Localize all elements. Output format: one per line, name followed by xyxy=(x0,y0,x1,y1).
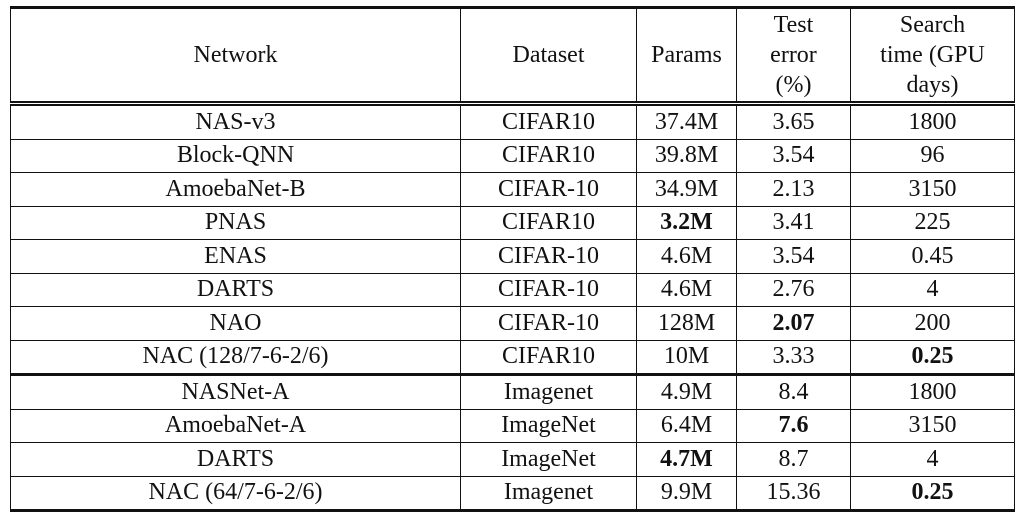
cell-search-time: 3150 xyxy=(851,173,1015,207)
cell-params: 34.9M xyxy=(637,173,737,207)
cell-network: DARTS xyxy=(11,273,461,307)
cell-dataset: CIFAR-10 xyxy=(461,240,637,274)
cell-search-time: 0.45 xyxy=(851,240,1015,274)
table-row xyxy=(11,139,1015,173)
cell-dataset: CIFAR10 xyxy=(461,206,637,240)
cell-params: 39.8M xyxy=(637,139,737,173)
header-search-time-line3: days) xyxy=(906,72,959,98)
cell-params: 10M xyxy=(637,340,737,375)
cell-test-error: 3.33 xyxy=(737,340,851,375)
cell-params: 128M xyxy=(637,307,737,341)
cell-network: NAO xyxy=(11,307,461,341)
cell-network: AmoebaNet-A xyxy=(11,409,461,443)
cell-params-best: 4.7M xyxy=(637,443,737,477)
cell-params: 4.9M xyxy=(637,375,737,410)
cell-dataset: CIFAR-10 xyxy=(461,307,637,341)
header-search-time xyxy=(851,8,1015,104)
cell-params: 4.6M xyxy=(637,273,737,307)
cell-network: Block-QNN xyxy=(11,139,461,173)
cell-network: PNAS xyxy=(11,206,461,240)
results-table xyxy=(10,6,1015,512)
cell-dataset: CIFAR10 xyxy=(461,139,637,173)
cell-params-best: 3.2M xyxy=(637,206,737,240)
header-search-time-line2: time (GPU xyxy=(880,42,985,68)
cell-test-error: 2.13 xyxy=(737,173,851,207)
cell-network: NAS-v3 xyxy=(11,104,461,140)
table-row xyxy=(11,340,1015,375)
cell-search-time: 4 xyxy=(851,273,1015,307)
cell-dataset: Imagenet xyxy=(461,476,637,511)
cell-test-error: 8.4 xyxy=(737,375,851,410)
cell-dataset: ImageNet xyxy=(461,409,637,443)
cell-test-error: 3.54 xyxy=(737,240,851,274)
cell-test-error: 3.41 xyxy=(737,206,851,240)
table-row xyxy=(11,409,1015,443)
cell-dataset: CIFAR-10 xyxy=(461,273,637,307)
header-row xyxy=(11,8,1015,104)
cell-test-error-best: 7.6 xyxy=(737,409,851,443)
cell-test-error: 8.7 xyxy=(737,443,851,477)
table-row xyxy=(11,173,1015,207)
cell-test-error: 3.54 xyxy=(737,139,851,173)
header-test-error-line1: Test xyxy=(773,12,814,38)
cell-network: NASNet-A xyxy=(11,375,461,410)
cell-search-time-best: 0.25 xyxy=(851,476,1015,511)
table-row xyxy=(11,240,1015,274)
cell-params: 6.4M xyxy=(637,409,737,443)
header-search-time-line1: Search xyxy=(899,12,966,38)
cell-search-time: 1800 xyxy=(851,104,1015,140)
cell-search-time-best: 0.25 xyxy=(851,340,1015,375)
cell-dataset: CIFAR10 xyxy=(461,104,637,140)
cell-search-time: 200 xyxy=(851,307,1015,341)
header-test-error-line3: (%) xyxy=(775,72,812,98)
cell-search-time: 3150 xyxy=(851,409,1015,443)
cell-network: AmoebaNet-B xyxy=(11,173,461,207)
cell-dataset: CIFAR10 xyxy=(461,340,637,375)
table-row xyxy=(11,273,1015,307)
table-header xyxy=(11,8,1015,104)
table-body xyxy=(11,104,1015,511)
table-row xyxy=(11,443,1015,477)
cell-dataset: ImageNet xyxy=(461,443,637,477)
cell-network: NAC (64/7-6-2/6) xyxy=(11,476,461,511)
cell-search-time: 225 xyxy=(851,206,1015,240)
cell-search-time: 1800 xyxy=(851,375,1015,410)
header-dataset: Dataset xyxy=(461,8,637,104)
header-params: Params xyxy=(637,8,737,104)
cell-test-error: 15.36 xyxy=(737,476,851,511)
cell-test-error-best: 2.07 xyxy=(737,307,851,341)
cell-network: ENAS xyxy=(11,240,461,274)
results-table-container xyxy=(10,6,1014,512)
header-test-error xyxy=(737,8,851,104)
cell-search-time: 4 xyxy=(851,443,1015,477)
cell-params: 9.9M xyxy=(637,476,737,511)
table-row xyxy=(11,476,1015,511)
cell-dataset: Imagenet xyxy=(461,375,637,410)
table-row xyxy=(11,307,1015,341)
cell-network: NAC (128/7-6-2/6) xyxy=(11,340,461,375)
table-row xyxy=(11,375,1015,410)
cell-params: 37.4M xyxy=(637,104,737,140)
header-test-error-line2: error xyxy=(770,42,817,68)
cell-network: DARTS xyxy=(11,443,461,477)
cell-params: 4.6M xyxy=(637,240,737,274)
table-row xyxy=(11,206,1015,240)
cell-test-error: 3.65 xyxy=(737,104,851,140)
cell-test-error: 2.76 xyxy=(737,273,851,307)
cell-dataset: CIFAR-10 xyxy=(461,173,637,207)
table-row xyxy=(11,104,1015,140)
cell-search-time: 96 xyxy=(851,139,1015,173)
header-network: Network xyxy=(11,8,461,104)
